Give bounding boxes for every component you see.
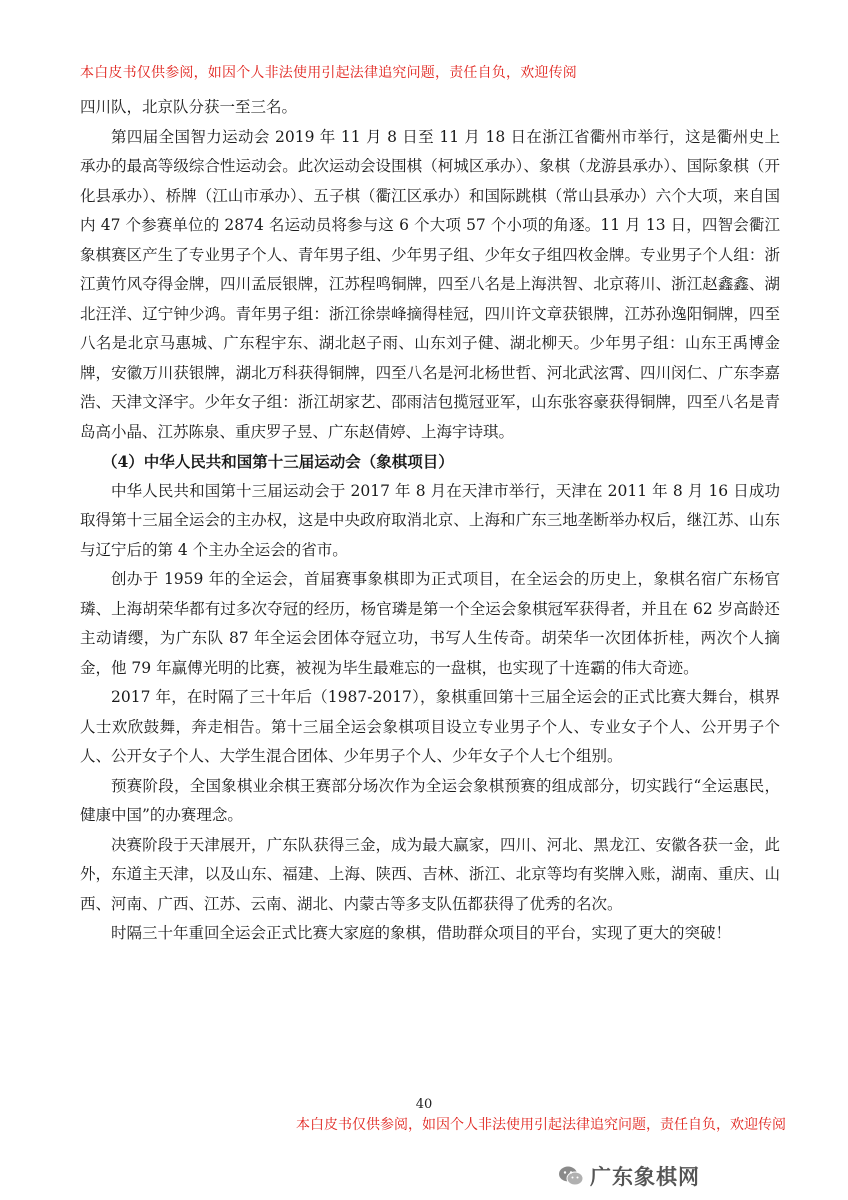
paragraph: 2017 年，在时隔了三十年后（1987-2017），象棋重回第十三届全运会的正式比赛大舞台，棋界人士欢欣鼓舞，奔走相告。第十三届全运会象棋项目设立专业男子个人、专业女子个人、公开男子个人、公开女子个人、大学生混合团体、少年男子个人、少年女子个人七个组别。 [80, 688, 780, 765]
footer-disclaimer: 本白皮书仅供参阅，如因个人非法使用引起法律追究问题，责任自负，欢迎传阅 [296, 1117, 786, 1133]
watermark-text: 广东象棋网 [590, 1165, 700, 1189]
paragraph: 四川队，北京队分获一至三名。 [80, 98, 298, 116]
paragraph: 时隔三十年重回全运会正式比赛大家庭的象棋，借助群众项目的平台，实现了更大的突破！ [111, 924, 732, 942]
document-body [80, 93, 780, 949]
watermark [558, 1161, 700, 1191]
section-heading: （4）中华人民共和国第十三届运动会（象棋项目） [102, 452, 454, 471]
wechat-icon [558, 1165, 584, 1187]
paragraph: 预赛阶段，全国象棋业余棋王赛部分场次作为全运会象棋预赛的组成部分，切实践行“全运惠民，健康中国”的办赛理念。 [80, 776, 780, 824]
header-disclaimer: 本白皮书仅供参阅，如因个人非法使用引起法律追究问题，责任自负，欢迎传阅 [80, 65, 577, 81]
paragraph: 中华人民共和国第十三届运动会于 2017 年 8 月在天津市举行，天津在 2011 年 8 月 16 日成功取得第十三届全运会的主办权，这是中央政府取消北京、上海和广东三地垄断举办权后，继江苏、山东与辽宁后的第 4 个主办全运会的省市。 [80, 481, 780, 559]
paragraph: 创办于 1959 年的全运会，首届赛事象棋即为正式项目，在全运会的历史上，象棋名宿广东杨官璘、上海胡荣华都有过多次夺冠的经历，杨官璘是第一个全运会象棋冠军获得者，并且在 62 岁高龄还主动请缨，为广东队 87 年全运会团体夺冠立功，书写人生传奇。胡荣华一次团体折桂，两次个人摘金，他 79 年赢傅光明的比赛，被视为毕生最难忘的一盘棋，也实现了十连霸的伟大奇迹。 [80, 570, 780, 677]
paragraph: 第四届全国智力运动会 2019 年 11 月 8 日至 11 月 18 日在浙江省衢州市举行，这是衢州史上承办的最高等级综合性运动会。此次运动会设围棋（柯城区承办）、象棋（龙游县承办）、国际象棋（开化县承办）、桥牌（江山市承办）、五子棋（衢江区承办）和国际跳棋（常山县承办）六个大项，来自国内 47 个参赛单位的 2874 名运动员将参与这 6 个大项 57 个小项的角逐。11 月 13 日，四智会衢江象棋赛区产生了专业男子个人、青年男子组、少年男子组、少年女子组四枚金牌。专业男子个人组：浙江黄竹风夺得金牌，四川孟辰银牌，江苏程鸣铜牌，四至八名是上海洪智、北京蒋川、浙江赵鑫鑫、湖北汪洋、辽宁钟少鸿。青年男子组：浙江徐崇峰摘得桂冠，四川许文章获银牌，江苏孙逸阳铜牌，四至八名是北京马惠城、广东程宇东、湖北赵子雨、山东刘子健、湖北柳天。少年男子组：山东王禹博金牌，安徽万川获银牌，湖北万科获得铜牌，四至八名是河北杨世哲、河北武泫霄、四川闵仁、广东李嘉浩、天津文泽宇。少年女子组：浙江胡家艺、邵雨洁包揽冠亚军，山东张容豪获得铜牌，四至八名是青岛高小晶、江苏陈泉、重庆罗子昱、广东赵倩婷、上海宇诗琪。 [80, 127, 780, 441]
page-number: 40 [415, 1097, 433, 1112]
paragraph: 决赛阶段于天津展开，广东队获得三金，成为最大赢家，四川、河北、黑龙江、安徽各获一金，此外，东道主天津，以及山东、福建、上海、陕西、吉林、浙江、北京等均有奖牌入账，湖南、重庆、山西、河南、广西、江苏、云南、湖北、内蒙古等多支队伍都获得了优秀的名次。 [80, 835, 780, 913]
